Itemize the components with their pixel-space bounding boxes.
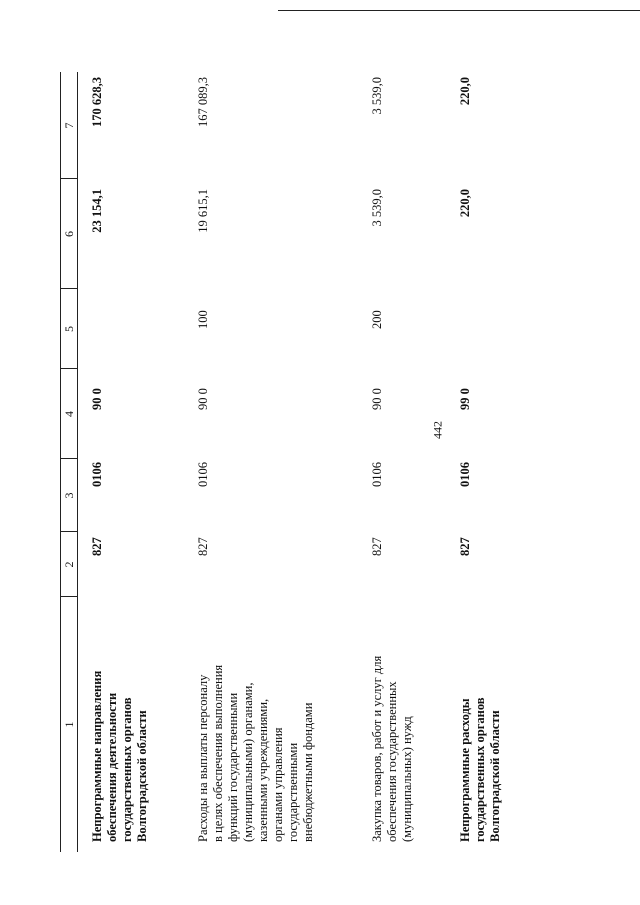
cell-c6: 23 154,1 bbox=[90, 189, 104, 233]
cell-c4: 99 0 bbox=[458, 388, 472, 410]
column-header-5: 5 bbox=[62, 326, 76, 332]
table-row-name: Расходы на выплаты персоналу в целях обеспечения выполнения функций государственными (муниципальными) органами, казенными учреждениями, органами управления государственными внебюджетными фондами bbox=[196, 664, 315, 842]
column-header-3: 3 bbox=[62, 492, 76, 499]
cell-c5: 200 bbox=[370, 310, 384, 329]
cell-c4: 90 0 bbox=[370, 388, 384, 410]
column-header-2: 2 bbox=[62, 561, 76, 568]
cell-c2: 827 bbox=[90, 537, 104, 556]
table-row-name: Закупка товаров, работ и услуг для обеспечения государственных (муниципальных) нужд bbox=[370, 655, 414, 842]
cell-c4: 90 0 bbox=[90, 388, 104, 410]
cell-c7: 3 539,0 bbox=[370, 77, 384, 115]
cell-c6: 220,0 bbox=[458, 189, 472, 218]
column-header-7: 7 bbox=[62, 122, 76, 129]
cell-c7: 170 628,3 bbox=[90, 77, 104, 127]
header-bottom-border bbox=[77, 72, 78, 852]
cell-c6: 19 615,1 bbox=[196, 189, 210, 233]
cell-c3: 0106 bbox=[370, 462, 384, 487]
column-header-6: 6 bbox=[62, 231, 76, 237]
cell-c3: 0106 bbox=[90, 462, 104, 487]
table-row-name: Непрограммные направления обеспечения деятельности государственных органов Волгоградской области bbox=[90, 670, 149, 842]
cell-c3: 0106 bbox=[458, 462, 472, 487]
cell-c2: 827 bbox=[458, 537, 472, 556]
top-rule bbox=[278, 10, 640, 11]
column-header-4: 4 bbox=[62, 411, 76, 417]
table-top-border bbox=[60, 72, 61, 852]
cell-c5: 100 bbox=[196, 310, 210, 329]
table-row-name: Непрограммные расходы государственных органов Волгоградской области bbox=[458, 697, 502, 842]
page-number-text: 442 bbox=[430, 421, 445, 439]
cell-c2: 827 bbox=[196, 537, 210, 556]
cell-c7: 167 089,3 bbox=[196, 77, 210, 127]
column-header-1: 1 bbox=[62, 721, 76, 728]
cell-c2: 827 bbox=[370, 537, 384, 556]
cell-c3: 0106 bbox=[196, 462, 210, 487]
cell-c4: 90 0 bbox=[196, 388, 210, 410]
budget-table bbox=[60, 72, 530, 852]
cell-c7: 220,0 bbox=[458, 77, 472, 106]
cell-c6: 3 539,0 bbox=[370, 189, 384, 227]
